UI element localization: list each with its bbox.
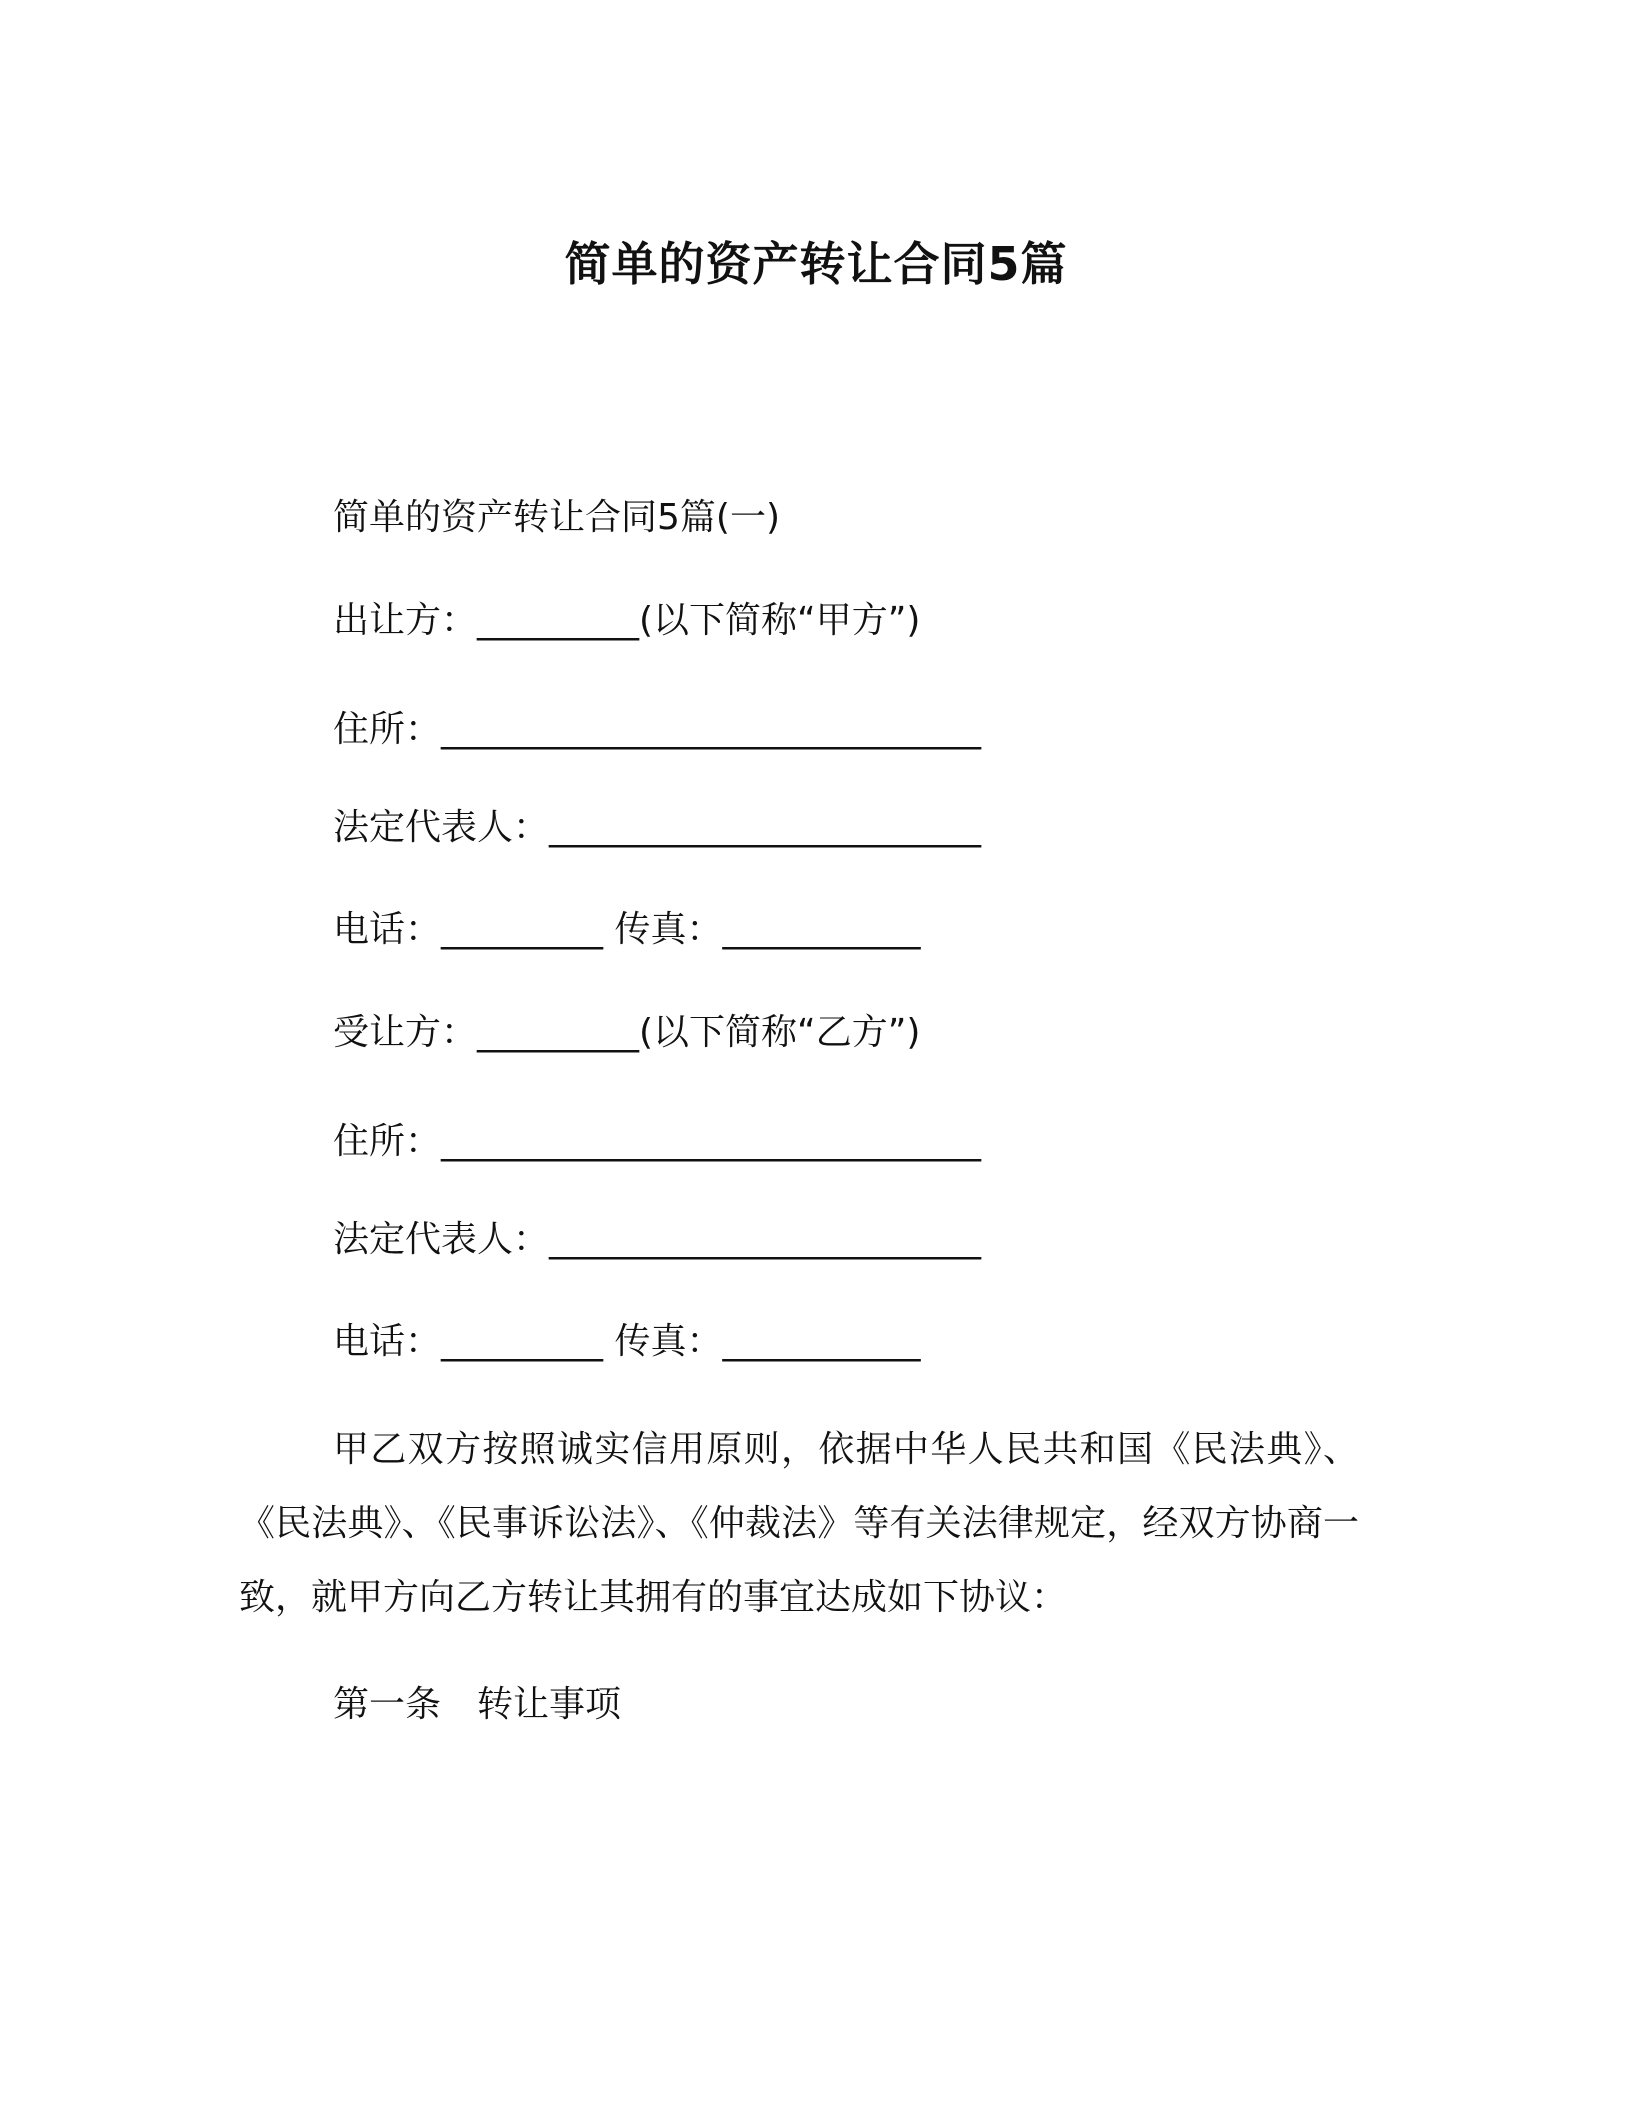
document-title: 简单的资产转让合同5篇 xyxy=(564,237,1068,291)
party-a-address-line: 住所：______________________________ xyxy=(333,709,982,750)
party-a-phone-fax-line: 电话：_________ 传真：___________ xyxy=(333,909,921,950)
party-a-name-line: 出让方：_________(以下简称“甲方”) xyxy=(333,600,921,641)
party-b-representative-line: 法定代表人：________________________ xyxy=(333,1219,982,1260)
party-a-representative-line: 法定代表人：________________________ xyxy=(333,807,982,848)
party-b-address-line: 住所：______________________________ xyxy=(333,1121,982,1162)
party-b-phone-fax-line: 电话：_________ 传真：___________ xyxy=(333,1321,921,1362)
preamble-paragraph: 甲乙双方按照诚实信用原则，依据中华人民共和国《民法典》、《民法典》、《民事诉讼法》、《仲裁法》等有关法律规定，经双方协商一致，就甲方向乙方转让其拥有的事宜达成如下协议： xyxy=(239,1429,1359,1618)
contract-subtitle: 简单的资产转让合同5篇(一) xyxy=(333,497,780,538)
article-heading: 第一条 转让事项 xyxy=(333,1684,622,1725)
party-b-name-line: 受让方：_________(以下简称“乙方”) xyxy=(333,1012,921,1053)
